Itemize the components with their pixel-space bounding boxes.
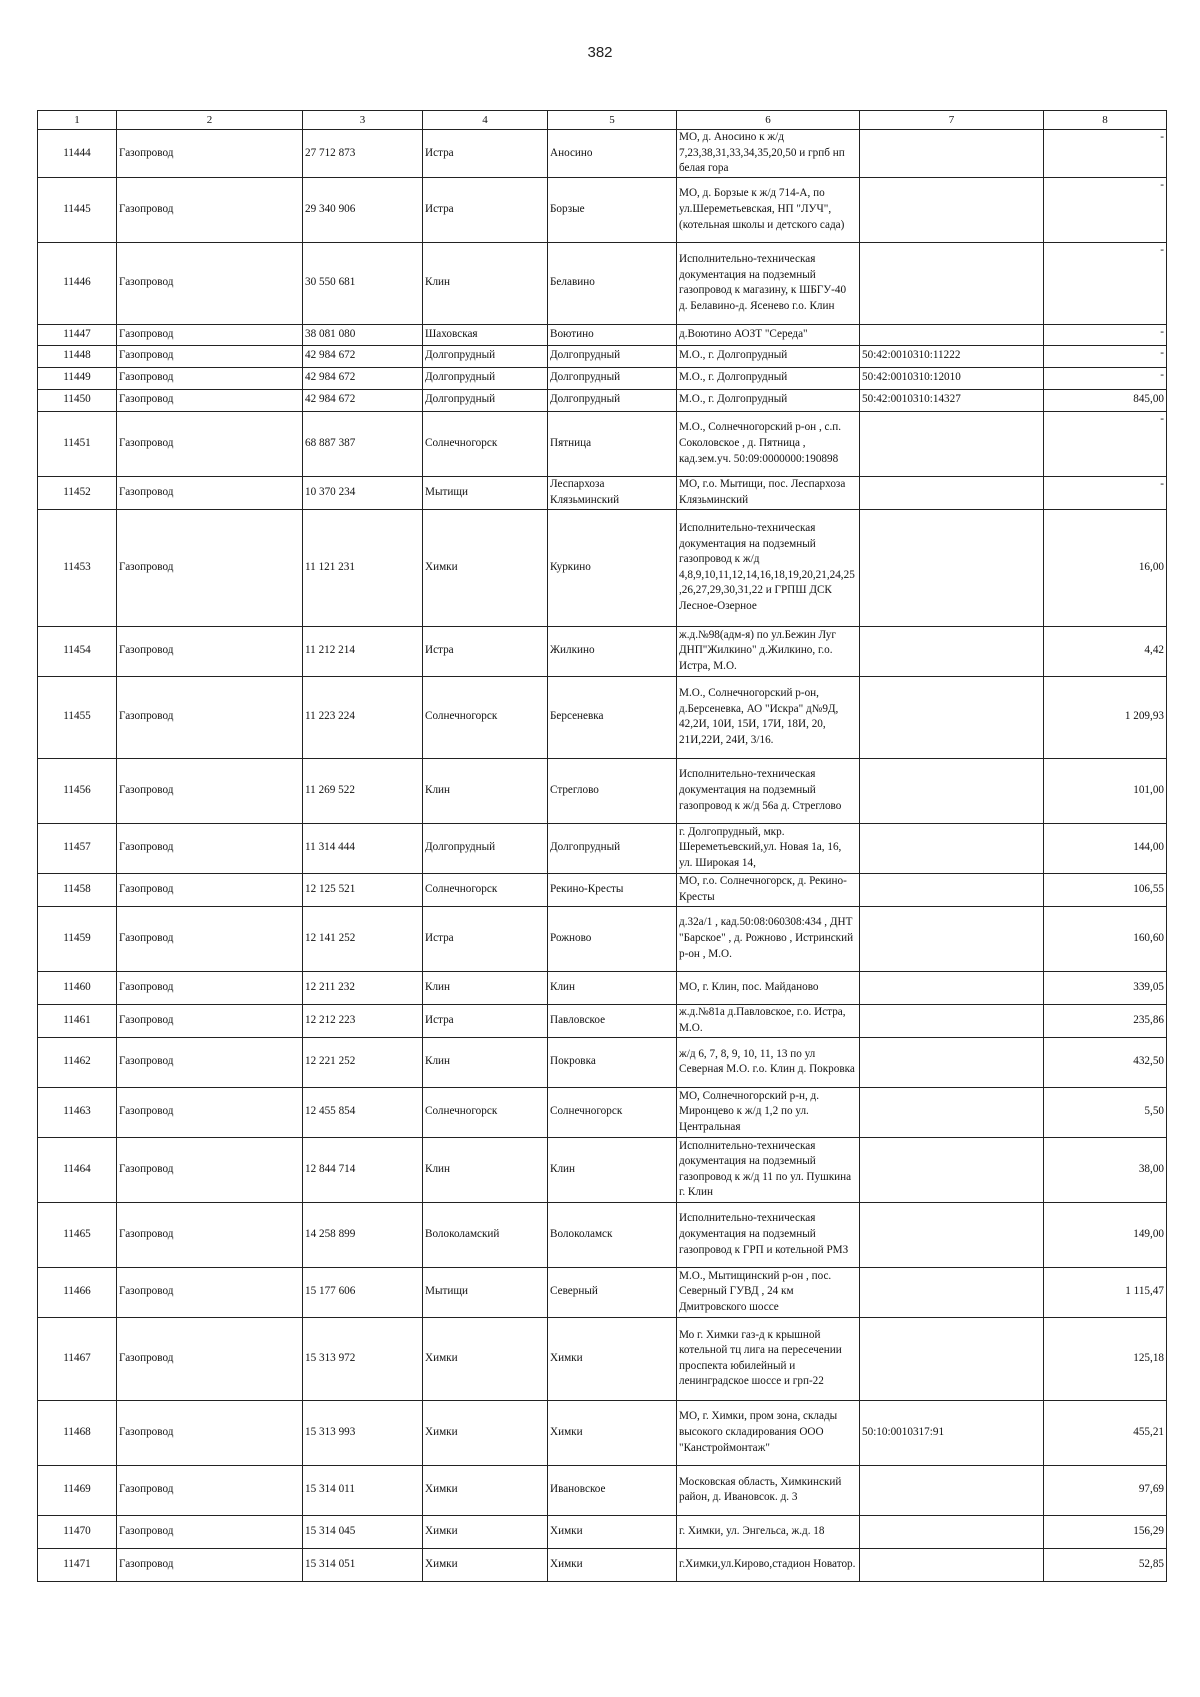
inventory-code-cell: 30 550 681 — [303, 242, 423, 324]
value-cell: - — [1044, 242, 1167, 324]
address-cell: Исполнительно-техническая документация на подземный газопровод к магазину, к ШБГУ-40 д. Белавино-д. Ясенево г.о. Клин — [677, 242, 860, 324]
table-row — [38, 345, 1167, 367]
table-row — [38, 1004, 1167, 1037]
cadastral-number-cell — [860, 1202, 1044, 1267]
table-row — [38, 1515, 1167, 1548]
locality-cell: Покровка — [548, 1037, 677, 1087]
address-cell: г.Химки,ул.Кирово,стадион Новатор. — [677, 1548, 860, 1581]
inventory-code-cell: 15 177 606 — [303, 1267, 423, 1317]
cadastral-number-cell — [860, 130, 1044, 178]
value-cell: 845,00 — [1044, 389, 1167, 411]
inventory-code-cell: 12 212 223 — [303, 1004, 423, 1037]
locality-cell: Борзые — [548, 177, 677, 242]
table-row — [38, 1137, 1167, 1202]
row-number-cell: 11453 — [38, 509, 117, 626]
row-number-cell: 11464 — [38, 1137, 117, 1202]
table-row — [38, 676, 1167, 758]
row-number-cell: 11451 — [38, 411, 117, 476]
district-cell: Клин — [423, 242, 548, 324]
value-cell: - — [1044, 130, 1167, 178]
district-cell: Истра — [423, 626, 548, 676]
table-row — [38, 823, 1167, 873]
address-cell: г. Химки, ул. Энгельса, ж.д. 18 — [677, 1515, 860, 1548]
inventory-code-cell: 14 258 899 — [303, 1202, 423, 1267]
table-row — [38, 130, 1167, 178]
cadastral-number-cell: 50:10:0010317:91 — [860, 1400, 1044, 1465]
district-cell: Клин — [423, 758, 548, 823]
district-cell: Долгопрудный — [423, 389, 548, 411]
cadastral-number-cell — [860, 676, 1044, 758]
object-type-cell: Газопровод — [117, 345, 303, 367]
inventory-code-cell: 11 314 444 — [303, 823, 423, 873]
row-number-cell: 11467 — [38, 1317, 117, 1400]
row-number-cell: 11459 — [38, 906, 117, 971]
address-cell: М.О., Мытищинский р-он , пос. Северный ГУВД , 24 км Дмитровского шоссе — [677, 1267, 860, 1317]
address-cell: М.О., г. Долгопрудный — [677, 367, 860, 389]
cadastral-number-cell — [860, 1037, 1044, 1087]
value-cell: 106,55 — [1044, 873, 1167, 906]
address-cell: МО, д. Аносино к ж/д 7,23,38,31,33,34,35,20,50 и грпб нп белая гора — [677, 130, 860, 178]
object-type-cell: Газопровод — [117, 1137, 303, 1202]
district-cell: Химки — [423, 1465, 548, 1515]
cadastral-number-cell — [860, 906, 1044, 971]
object-type-cell: Газопровод — [117, 389, 303, 411]
table-row — [38, 873, 1167, 906]
row-number-cell: 11462 — [38, 1037, 117, 1087]
locality-cell: Рекино-Кресты — [548, 873, 677, 906]
value-cell: - — [1044, 411, 1167, 476]
value-cell: 125,18 — [1044, 1317, 1167, 1400]
locality-cell: Стреглово — [548, 758, 677, 823]
address-cell: МО, г. Клин, пос. Майданово — [677, 971, 860, 1004]
address-cell: МО, д. Борзые к ж/д 714-А, по ул.Шереметьевская, НП "ЛУЧ",(котельная школы и детского сада) — [677, 177, 860, 242]
address-cell: Исполнительно-техническая документация на подземный газопровод к ж/д 4,8,9,10,11,12,14,16,18,19,20,21,24,25,26,27,29,30,31,22 и ГРПШ ДСК Лесное-Озерное — [677, 509, 860, 626]
column-header: 5 — [548, 111, 677, 130]
value-cell: 455,21 — [1044, 1400, 1167, 1465]
district-cell: Химки — [423, 509, 548, 626]
object-type-cell: Газопровод — [117, 1317, 303, 1400]
value-cell: 1 209,93 — [1044, 676, 1167, 758]
object-type-cell: Газопровод — [117, 676, 303, 758]
address-cell: Исполнительно-техническая документация на подземный газопровод к ГРП и котельной РМЗ — [677, 1202, 860, 1267]
inventory-code-cell: 15 313 993 — [303, 1400, 423, 1465]
address-cell: М.О., Солнечногорский р-он, д.Берсеневка, АО "Искра" д№9Д, 42,2И, 10И, 15И, 17И, 18И, 20, 21И,22И, 24И, 3/16. — [677, 676, 860, 758]
row-number-cell: 11456 — [38, 758, 117, 823]
table-row — [38, 1087, 1167, 1137]
district-cell: Долгопрудный — [423, 823, 548, 873]
object-type-cell: Газопровод — [117, 1202, 303, 1267]
address-cell: Исполнительно-техническая документация на подземный газопровод к ж/д 11 по ул. Пушкина г. Клин — [677, 1137, 860, 1202]
value-cell: 101,00 — [1044, 758, 1167, 823]
inventory-code-cell: 42 984 672 — [303, 389, 423, 411]
address-cell: г. Долгопрудный, мкр. Шереметьевский,ул. Новая 1а, 16, ул. Широкая 14, — [677, 823, 860, 873]
object-type-cell: Газопровод — [117, 476, 303, 509]
inventory-code-cell: 11 223 224 — [303, 676, 423, 758]
cadastral-number-cell: 50:42:0010310:14327 — [860, 389, 1044, 411]
locality-cell: Долгопрудный — [548, 367, 677, 389]
cadastral-number-cell — [860, 177, 1044, 242]
table-row — [38, 971, 1167, 1004]
district-cell: Истра — [423, 130, 548, 178]
object-type-cell: Газопровод — [117, 509, 303, 626]
district-cell: Клин — [423, 971, 548, 1004]
table-row — [38, 242, 1167, 324]
address-cell: д.Воютино АОЗТ "Середа" — [677, 324, 860, 345]
locality-cell: Клин — [548, 971, 677, 1004]
cadastral-number-cell: 50:42:0010310:11222 — [860, 345, 1044, 367]
cadastral-number-cell — [860, 1465, 1044, 1515]
object-type-cell: Газопровод — [117, 1267, 303, 1317]
object-type-cell: Газопровод — [117, 367, 303, 389]
inventory-code-cell: 42 984 672 — [303, 345, 423, 367]
district-cell: Истра — [423, 177, 548, 242]
cadastral-number-cell — [860, 242, 1044, 324]
address-cell: М.О., г. Долгопрудный — [677, 345, 860, 367]
inventory-code-cell: 42 984 672 — [303, 367, 423, 389]
value-cell: - — [1044, 177, 1167, 242]
table-row — [38, 324, 1167, 345]
object-type-cell: Газопровод — [117, 1037, 303, 1087]
cadastral-number-cell — [860, 324, 1044, 345]
value-cell: 156,29 — [1044, 1515, 1167, 1548]
table-row — [38, 1317, 1167, 1400]
table-row — [38, 367, 1167, 389]
cadastral-number-cell — [860, 1137, 1044, 1202]
address-cell: М.О., Солнечногорский р-он , с.п. Соколовское , д. Пятница , кад.зем.уч. 50:09:0000000:190898 — [677, 411, 860, 476]
column-header: 6 — [677, 111, 860, 130]
column-header: 3 — [303, 111, 423, 130]
value-cell: 432,50 — [1044, 1037, 1167, 1087]
row-number-cell: 11470 — [38, 1515, 117, 1548]
inventory-code-cell: 68 887 387 — [303, 411, 423, 476]
table-row — [38, 476, 1167, 509]
cadastral-number-cell — [860, 1548, 1044, 1581]
locality-cell: Воютино — [548, 324, 677, 345]
district-cell: Химки — [423, 1548, 548, 1581]
locality-cell: Химки — [548, 1515, 677, 1548]
row-number-cell: 11445 — [38, 177, 117, 242]
address-cell: М.О., г. Долгопрудный — [677, 389, 860, 411]
cadastral-number-cell: 50:42:0010310:12010 — [860, 367, 1044, 389]
address-cell: ж.д.№81а д.Павловское, г.о. Истра, М.О. — [677, 1004, 860, 1037]
table-row — [38, 411, 1167, 476]
district-cell: Долгопрудный — [423, 345, 548, 367]
row-number-cell: 11461 — [38, 1004, 117, 1037]
cadastral-number-cell — [860, 1004, 1044, 1037]
district-cell: Солнечногорск — [423, 873, 548, 906]
district-cell: Долгопрудный — [423, 367, 548, 389]
address-cell: МО, г.о. Солнечногорск, д. Рекино-Кресты — [677, 873, 860, 906]
address-cell: Исполнительно-техническая документация на подземный газопровод к ж/д 56а д. Стреглово — [677, 758, 860, 823]
inventory-code-cell: 11 212 214 — [303, 626, 423, 676]
address-cell: МО, Солнечногорский р-н, д. Миронцево к ж/д 1,2 по ул. Центральная — [677, 1087, 860, 1137]
object-type-cell: Газопровод — [117, 1087, 303, 1137]
cadastral-number-cell — [860, 1515, 1044, 1548]
locality-cell: Северный — [548, 1267, 677, 1317]
value-cell: - — [1044, 345, 1167, 367]
gas-pipeline-register-table — [37, 110, 1167, 1582]
inventory-code-cell: 12 844 714 — [303, 1137, 423, 1202]
cadastral-number-cell — [860, 873, 1044, 906]
locality-cell: Куркино — [548, 509, 677, 626]
table-row — [38, 906, 1167, 971]
inventory-code-cell: 11 121 231 — [303, 509, 423, 626]
inventory-code-cell: 15 314 051 — [303, 1548, 423, 1581]
row-number-cell: 11471 — [38, 1548, 117, 1581]
locality-cell: Жилкино — [548, 626, 677, 676]
value-cell: 339,05 — [1044, 971, 1167, 1004]
row-number-cell: 11449 — [38, 367, 117, 389]
locality-cell: Ивановское — [548, 1465, 677, 1515]
address-cell: д.32а/1 , кад.50:08:060308:434 , ДНТ "Барское" , д. Рожново , Истринский р-он , М.О. — [677, 906, 860, 971]
cadastral-number-cell — [860, 509, 1044, 626]
value-cell: 1 115,47 — [1044, 1267, 1167, 1317]
inventory-code-cell: 12 455 854 — [303, 1087, 423, 1137]
object-type-cell: Газопровод — [117, 130, 303, 178]
object-type-cell: Газопровод — [117, 177, 303, 242]
object-type-cell: Газопровод — [117, 906, 303, 971]
cadastral-number-cell — [860, 971, 1044, 1004]
table-row — [38, 1465, 1167, 1515]
object-type-cell: Газопровод — [117, 823, 303, 873]
value-cell: 38,00 — [1044, 1137, 1167, 1202]
district-cell: Химки — [423, 1515, 548, 1548]
table-row — [38, 626, 1167, 676]
column-header: 2 — [117, 111, 303, 130]
district-cell: Солнечногорск — [423, 1087, 548, 1137]
inventory-code-cell: 12 211 232 — [303, 971, 423, 1004]
cadastral-number-cell — [860, 1087, 1044, 1137]
row-number-cell: 11468 — [38, 1400, 117, 1465]
locality-cell: Пятница — [548, 411, 677, 476]
inventory-code-cell: 15 314 045 — [303, 1515, 423, 1548]
table-row — [38, 509, 1167, 626]
row-number-cell: 11450 — [38, 389, 117, 411]
district-cell: Клин — [423, 1037, 548, 1087]
locality-cell: Солнечногорск — [548, 1087, 677, 1137]
district-cell: Клин — [423, 1137, 548, 1202]
value-cell: - — [1044, 476, 1167, 509]
address-cell: ж/д 6, 7, 8, 9, 10, 11, 13 по ул Северная М.О. г.о. Клин д. Покровка — [677, 1037, 860, 1087]
row-number-cell: 11460 — [38, 971, 117, 1004]
value-cell: 160,60 — [1044, 906, 1167, 971]
column-header: 1 — [38, 111, 117, 130]
district-cell: Истра — [423, 906, 548, 971]
row-number-cell: 11448 — [38, 345, 117, 367]
address-cell: Московская область, Химкинский район, д. Ивановсок. д. 3 — [677, 1465, 860, 1515]
address-cell: МО, г.о. Мытищи, пос. Леспархоза Клязьминский — [677, 476, 860, 509]
inventory-code-cell: 10 370 234 — [303, 476, 423, 509]
column-header: 4 — [423, 111, 548, 130]
district-cell: Волоколамский — [423, 1202, 548, 1267]
row-number-cell: 11466 — [38, 1267, 117, 1317]
locality-cell: Химки — [548, 1317, 677, 1400]
inventory-code-cell: 11 269 522 — [303, 758, 423, 823]
locality-cell: Рожново — [548, 906, 677, 971]
value-cell: 149,00 — [1044, 1202, 1167, 1267]
inventory-code-cell: 15 314 011 — [303, 1465, 423, 1515]
locality-cell: Долгопрудный — [548, 389, 677, 411]
object-type-cell: Газопровод — [117, 242, 303, 324]
column-header: 7 — [860, 111, 1044, 130]
inventory-code-cell: 29 340 906 — [303, 177, 423, 242]
district-cell: Мытищи — [423, 1267, 548, 1317]
row-number-cell: 11463 — [38, 1087, 117, 1137]
row-number-cell: 11458 — [38, 873, 117, 906]
inventory-code-cell: 12 141 252 — [303, 906, 423, 971]
object-type-cell: Газопровод — [117, 1400, 303, 1465]
row-number-cell: 11465 — [38, 1202, 117, 1267]
cadastral-number-cell — [860, 1267, 1044, 1317]
inventory-code-cell: 15 313 972 — [303, 1317, 423, 1400]
locality-cell: Аносино — [548, 130, 677, 178]
table-row — [38, 758, 1167, 823]
inventory-code-cell: 12 125 521 — [303, 873, 423, 906]
value-cell: 4,42 — [1044, 626, 1167, 676]
locality-cell: Леспархоза Клязьминский — [548, 476, 677, 509]
inventory-code-cell: 27 712 873 — [303, 130, 423, 178]
row-number-cell: 11455 — [38, 676, 117, 758]
district-cell: Химки — [423, 1317, 548, 1400]
value-cell: 144,00 — [1044, 823, 1167, 873]
cadastral-number-cell — [860, 626, 1044, 676]
row-number-cell: 11454 — [38, 626, 117, 676]
locality-cell: Долгопрудный — [548, 823, 677, 873]
object-type-cell: Газопровод — [117, 758, 303, 823]
table-row — [38, 1037, 1167, 1087]
district-cell: Солнечногорск — [423, 676, 548, 758]
table-row — [38, 389, 1167, 411]
locality-cell: Павловское — [548, 1004, 677, 1037]
value-cell: - — [1044, 367, 1167, 389]
object-type-cell: Газопровод — [117, 873, 303, 906]
row-number-cell: 11452 — [38, 476, 117, 509]
value-cell: 5,50 — [1044, 1087, 1167, 1137]
cadastral-number-cell — [860, 411, 1044, 476]
value-cell: 235,86 — [1044, 1004, 1167, 1037]
object-type-cell: Газопровод — [117, 626, 303, 676]
cadastral-number-cell — [860, 758, 1044, 823]
district-cell: Солнечногорск — [423, 411, 548, 476]
inventory-code-cell: 12 221 252 — [303, 1037, 423, 1087]
locality-cell: Клин — [548, 1137, 677, 1202]
column-number-row — [38, 111, 1167, 130]
column-header: 8 — [1044, 111, 1167, 130]
object-type-cell: Газопровод — [117, 1515, 303, 1548]
locality-cell: Долгопрудный — [548, 345, 677, 367]
table-row — [38, 1267, 1167, 1317]
inventory-code-cell: 38 081 080 — [303, 324, 423, 345]
locality-cell: Волоколамск — [548, 1202, 677, 1267]
cadastral-number-cell — [860, 476, 1044, 509]
locality-cell: Берсеневка — [548, 676, 677, 758]
district-cell: Мытищи — [423, 476, 548, 509]
table-row — [38, 1548, 1167, 1581]
object-type-cell: Газопровод — [117, 324, 303, 345]
table-row — [38, 1400, 1167, 1465]
district-cell: Шаховская — [423, 324, 548, 345]
locality-cell: Химки — [548, 1548, 677, 1581]
table-row — [38, 177, 1167, 242]
object-type-cell: Газопровод — [117, 1548, 303, 1581]
value-cell: 97,69 — [1044, 1465, 1167, 1515]
row-number-cell: 11447 — [38, 324, 117, 345]
object-type-cell: Газопровод — [117, 971, 303, 1004]
table-row — [38, 1202, 1167, 1267]
locality-cell: Химки — [548, 1400, 677, 1465]
district-cell: Истра — [423, 1004, 548, 1037]
locality-cell: Белавино — [548, 242, 677, 324]
row-number-cell: 11446 — [38, 242, 117, 324]
row-number-cell: 11457 — [38, 823, 117, 873]
value-cell: - — [1044, 324, 1167, 345]
address-cell: Мо г. Химки газ-д к крышной котельной тц лига на пересечении проспекта юбилейный и ленинградское шоссе и грп-22 — [677, 1317, 860, 1400]
cadastral-number-cell — [860, 823, 1044, 873]
object-type-cell: Газопровод — [117, 1465, 303, 1515]
object-type-cell: Газопровод — [117, 411, 303, 476]
value-cell: 52,85 — [1044, 1548, 1167, 1581]
value-cell: 16,00 — [1044, 509, 1167, 626]
district-cell: Химки — [423, 1400, 548, 1465]
address-cell: ж.д.№98(адм-я) по ул.Бежин Луг ДНП"Жилкино" д.Жилкино, г.о. Истра, М.О. — [677, 626, 860, 676]
page-number: 382 — [587, 44, 613, 61]
object-type-cell: Газопровод — [117, 1004, 303, 1037]
row-number-cell: 11469 — [38, 1465, 117, 1515]
address-cell: МО, г. Химки, пром зона, склады высокого складирования ООО "Канстроймонтаж" — [677, 1400, 860, 1465]
row-number-cell: 11444 — [38, 130, 117, 178]
cadastral-number-cell — [860, 1317, 1044, 1400]
